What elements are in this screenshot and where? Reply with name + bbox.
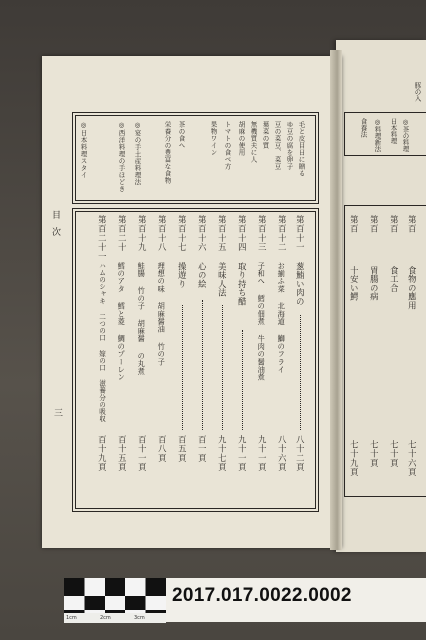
leader-dots xyxy=(222,305,223,430)
right-note-line: ◎料理新法 xyxy=(373,118,382,152)
entry-title: 鱈のアタ 鱈と菱 鯛のプーレン xyxy=(117,262,127,382)
ruler-mark: 3cm xyxy=(134,615,145,621)
section-number: 第百十三 xyxy=(257,215,268,253)
note-line: 茶の食へ xyxy=(177,121,186,149)
accession-number: 2017.017.0022.0002 xyxy=(172,585,352,606)
entry-page: 百八頁 xyxy=(157,435,168,463)
note-line: ゆ豆の腐を卵子 xyxy=(285,121,294,170)
ruler-mark: 2cm xyxy=(100,615,111,621)
right-entry-title: 十安い鰐 xyxy=(349,266,360,302)
right-note-line: 日本料理 xyxy=(389,118,398,144)
note-line: トマトの食べ方 xyxy=(223,121,232,170)
note-line: 豆の菜豆、菜豆 xyxy=(273,121,282,170)
entry-title: 取り持ち醋 xyxy=(237,262,248,306)
section-number: 第百十六 xyxy=(197,215,208,253)
leader-dots xyxy=(202,300,203,430)
leader-dots xyxy=(182,305,183,430)
leader-dots xyxy=(300,315,301,430)
entry-title: お揃ふ菜 北海道 鰤のフライ xyxy=(277,262,287,374)
note-line: 果物ワイン xyxy=(209,121,218,156)
entry-page: 百十一頁 xyxy=(137,435,148,473)
page-heading: 目次 xyxy=(50,210,60,244)
entry-page: 九十一頁 xyxy=(237,435,248,473)
section-number: 第百二十一 xyxy=(97,215,108,262)
right-section-number: 第百 xyxy=(389,215,400,234)
note-line: 葉菜の質 xyxy=(261,121,270,149)
entry-page: 九十一頁 xyxy=(257,435,268,473)
right-entry-page: 七十九頁 xyxy=(349,440,360,478)
book-gutter xyxy=(330,50,342,550)
entry-title: 心の絵 xyxy=(197,262,208,289)
entry-title: 子和へ 鱈の佃煮 牛肉の醤油煮 xyxy=(257,262,267,382)
entry-page: 百十九頁 xyxy=(97,435,108,473)
right-note-line: 豚の入 xyxy=(413,82,422,102)
page-number: 三 xyxy=(52,408,62,417)
right-section-number: 第百 xyxy=(407,215,418,234)
leader-dots xyxy=(242,330,243,430)
entry-title: 鮭腸 竹の子 胡麻醤 の丸煮 xyxy=(137,262,147,376)
section-number: 第百十五 xyxy=(217,215,228,253)
entry-title: ハムのシャキ 二つの口 嫁の口 滋養分の吸収 xyxy=(97,262,106,423)
entry-page: 九十七頁 xyxy=(217,435,228,473)
section-number: 第百二十 xyxy=(117,215,128,253)
section-number: 第百十九 xyxy=(137,215,148,253)
entry-title: 理想の味 胡麻醤油 竹の子 xyxy=(157,262,167,366)
right-entry-title: 胃腸の病 xyxy=(369,266,380,302)
right-section-number: 第百 xyxy=(349,215,360,234)
entry-page: 百十五頁 xyxy=(117,435,128,473)
note-line: 胡麻の使用 xyxy=(237,121,246,156)
section-number: 第百十二 xyxy=(277,215,288,253)
entry-page: 八十二頁 xyxy=(295,435,306,473)
right-section-number: 第百 xyxy=(369,215,380,234)
note-line: ◎西洋料理の手ほどき xyxy=(117,121,126,193)
right-entry-page: 七十頁 xyxy=(369,440,380,468)
note-line: ◎日本料理スタイ xyxy=(79,121,88,179)
section-number: 第百十四 xyxy=(237,215,248,253)
notes-frame xyxy=(72,112,319,204)
section-number: 第百十一 xyxy=(295,215,306,253)
right-note-line: 食養法 xyxy=(359,118,368,138)
right-entry-page: 七十六頁 xyxy=(407,440,418,478)
right-entry-title: 食工合 xyxy=(389,266,400,293)
section-number: 第百十七 xyxy=(177,215,188,253)
right-entry-title: 食物の應用 xyxy=(407,266,418,310)
entry-title: 葱鮪い肉の xyxy=(295,262,306,306)
entry-page: 八十六頁 xyxy=(277,435,288,473)
right-entry-page: 七十頁 xyxy=(389,440,400,468)
entry-page: 百五頁 xyxy=(177,435,188,463)
right-notes-frame xyxy=(344,112,426,156)
scale-ruler xyxy=(64,613,166,623)
note-line: 毛と皮目日に贈る xyxy=(297,121,306,177)
ruler-mark: 1cm xyxy=(66,615,77,621)
entry-title: 操遊り xyxy=(177,262,188,289)
entry-title: 美味人法 xyxy=(217,262,228,298)
note-line: 無機質夫に人 xyxy=(249,121,258,163)
section-number: 第百十八 xyxy=(157,215,168,253)
note-line: 栄養分の豊富な食物 xyxy=(163,121,172,184)
right-note-line: ◎茶の料理 xyxy=(401,118,410,152)
entry-page: 百一頁 xyxy=(197,435,208,463)
note-line: ◎宴の手土産料理法 xyxy=(133,121,142,186)
